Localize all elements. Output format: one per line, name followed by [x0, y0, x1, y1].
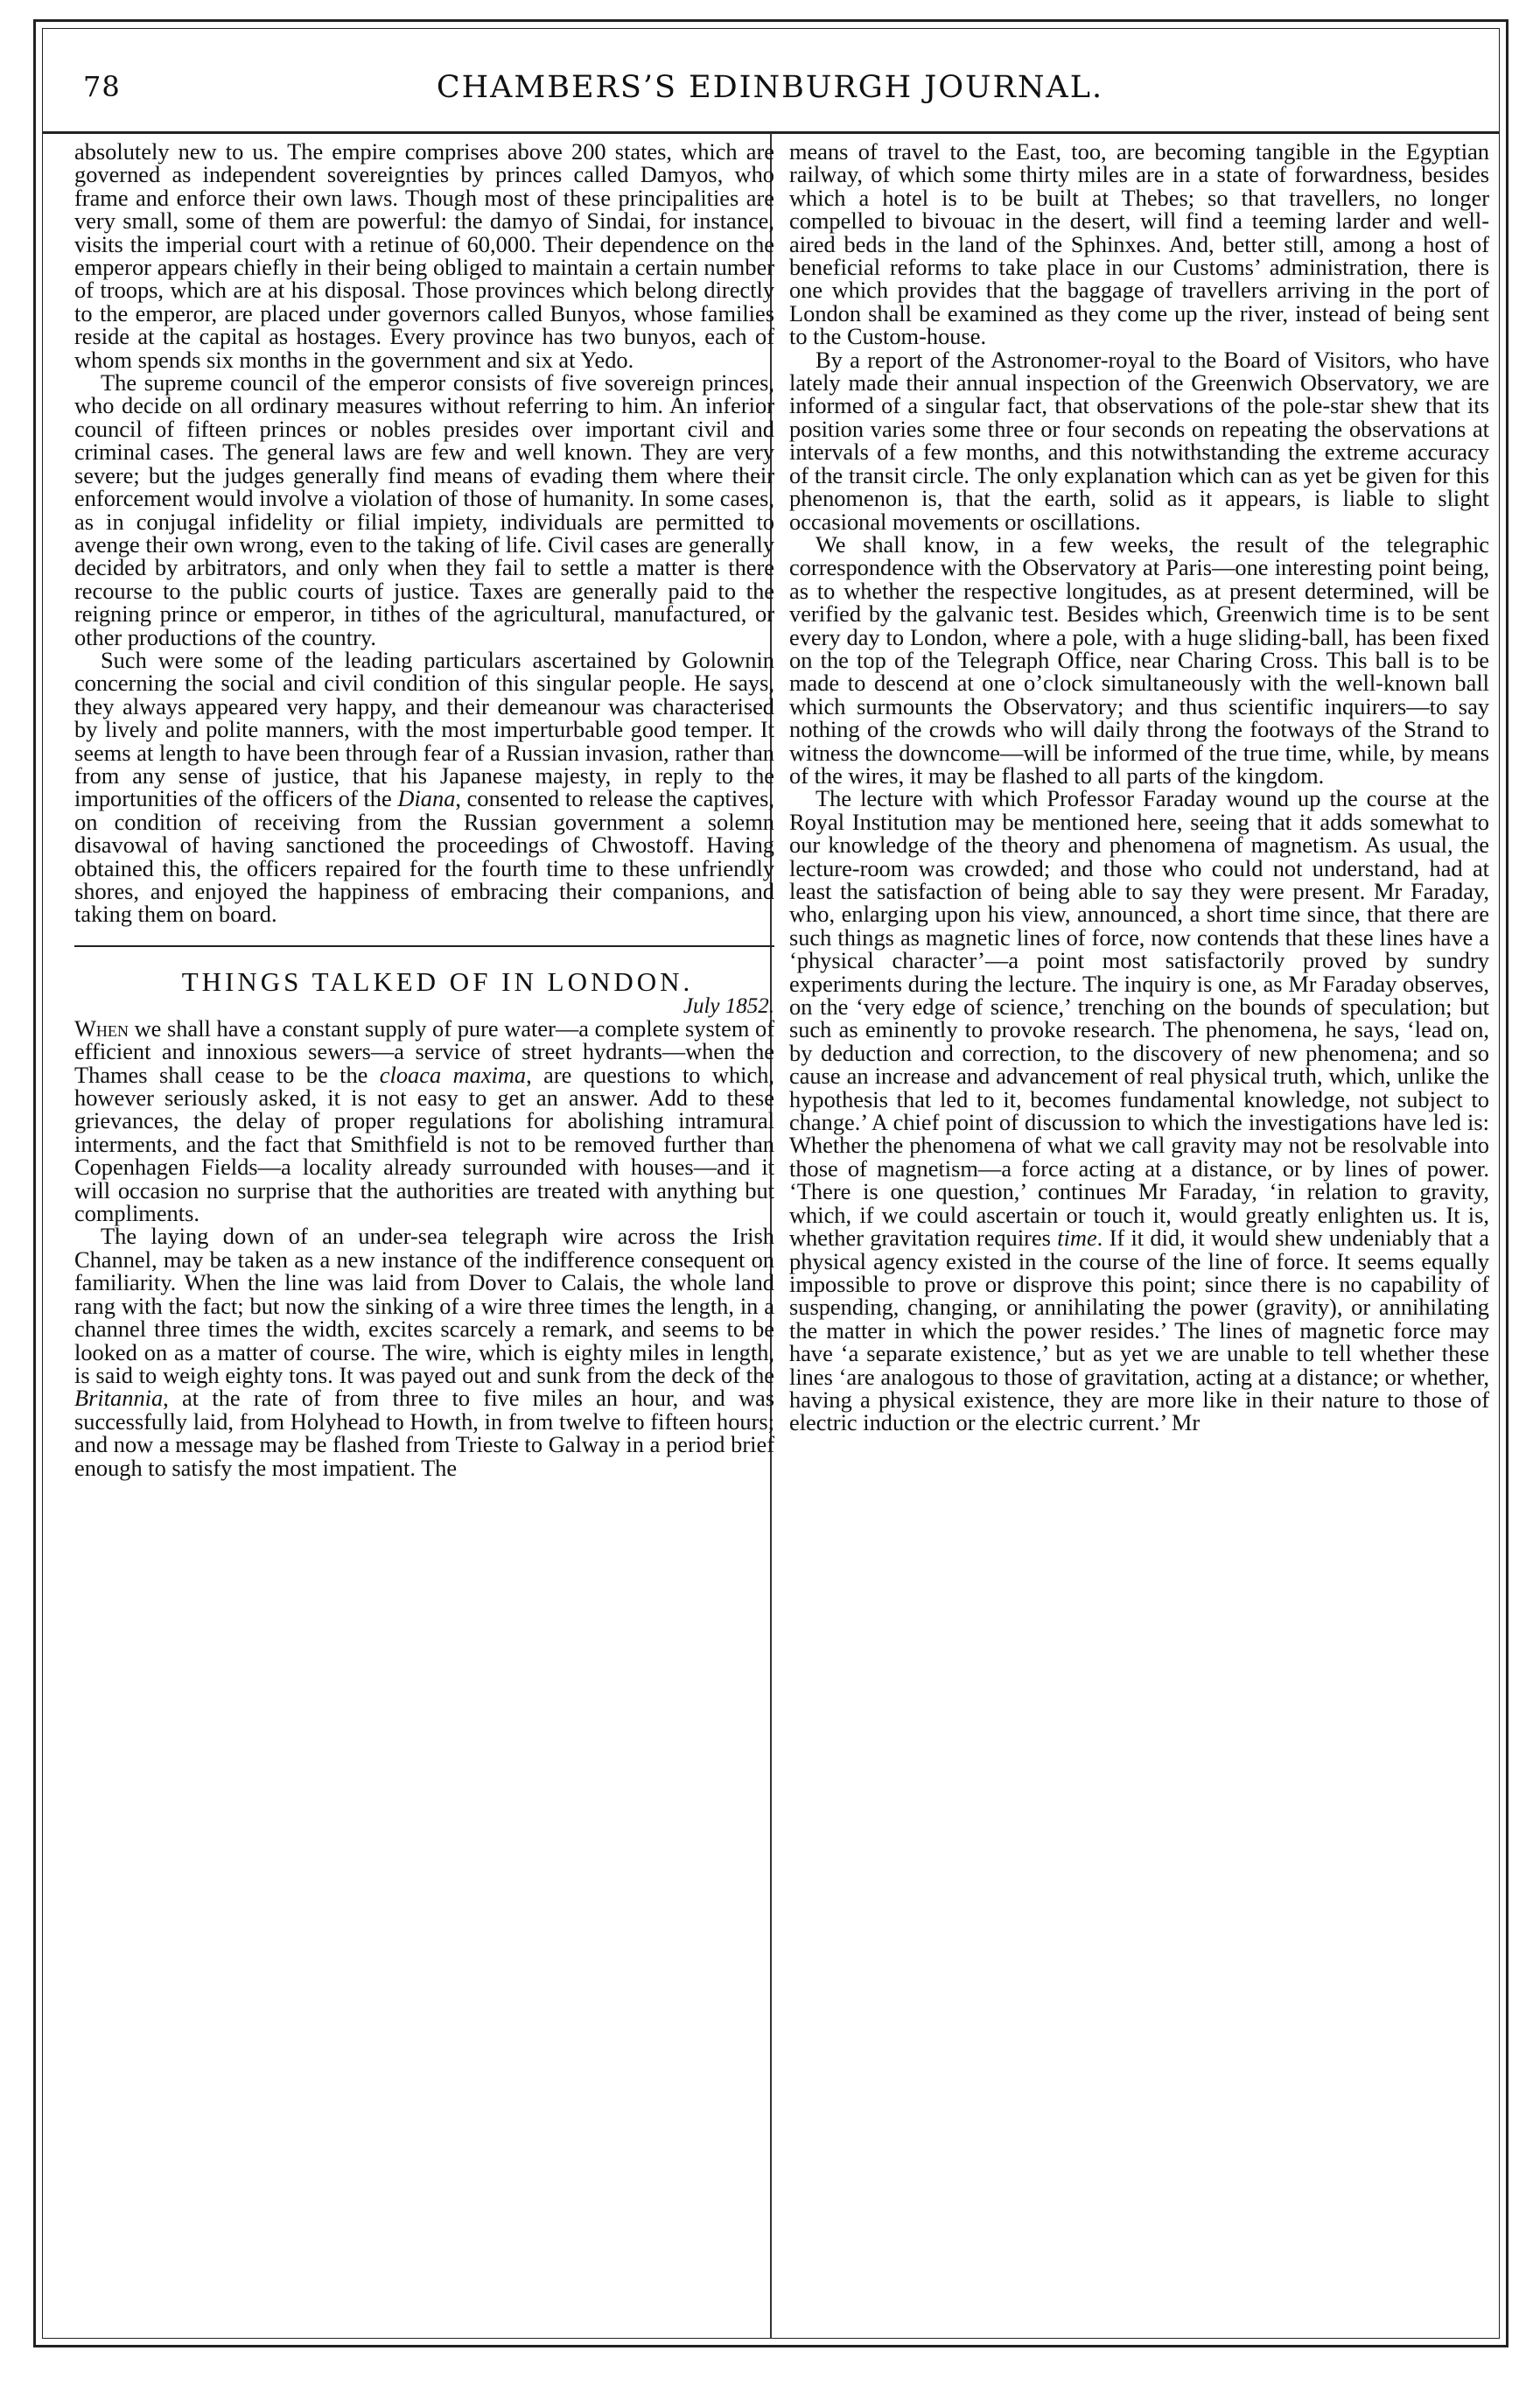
right-column [789, 140, 1489, 1435]
section-title: THINGS TALKED OF IN LONDON. [181, 965, 694, 997]
paragraph [74, 1014, 775, 1227]
italic-phrase: cloaca maxima [379, 1061, 527, 1088]
paragraph: The supreme council of the emperor consists of five sovereign princes, who decide on all ordinary measures without referring to him. An inferior council of fifteen princes or nobles presides over important civil and criminal cases. The general laws are few and well known. They are very severe; but the judges generally find means of evading them where their enforcement would involve a violation of those of humanity. In some cases, as in conjugal infidelity or filial impiety, individuals are permitted to avenge their own wrong, even to the taking of life. Civil cases are generally decided by arbitrators, and only when they fail to settle a matter is there recourse to the public courts of justice. Taxes are generally paid to the reigning prince or emperor, in tithes of the agricultural, manufactured, or other productions of the country. [74, 369, 774, 650]
paragraph: By a report of the Astronomer-royal to the Board of Visitors, who have lately made their annual inspection of the Greenwich Observatory, we are informed of a singular fact, that observations of the pole-star shew that its position varies some three or four seconds on repeating the observations at intervals of a few months, and this notwithstanding the extreme accuracy of the transit circle. The only explanation which can as yet be given for this phenomenon is, that the earth, solid as it appears, is liable to slight occasional movements or oscillations. [789, 346, 1489, 535]
italic-word: time [1057, 1225, 1097, 1252]
paragraph [74, 1223, 774, 1481]
paragraph: absolutely new to us. The empire comprises above 200 states, which are governed as independent sovereignties by princes called Damyos, who frame and enforce their own laws. Though most of these principalities are very small, some of them are powerful: the damyo of Sindai, for instance, visits the imperial court with a retinue of 60,000. Their dependence on the emperor appears chiefly in their being obliged to maintain a certain number of troops, which are at his disposal. Those provinces which belong directly to the emperor, are placed under governors called Bunyos, whose families reside at the capital as hostages. Every province has two bunyos, each of whom spends six months in the government and six at Yedo. [74, 138, 774, 373]
page-number: 78 [83, 70, 121, 103]
section-date: July 1852. [682, 993, 774, 1018]
text-span: The laying down of an under-sea telegraph wire across the Irish Channel, may be taken as a new instance of the indifference consequent on familiarity. When the line was laid from Dover to Calais, the whole land rang with the fact; but now the sinking of a wire three times the length, in a channel three times the width, excites scarcely a remark, and seems to be looked on as a matter of course. The wire, which is eighty miles in length, is said to weigh eighty tons. It was payed out and sunk from the deck of the [74, 1223, 774, 1388]
text-span: . If it did, it would shew undeniably that a physical agency existed in the course of the line of force. It seems equally impossible to prove or disprove this point; since there is no capability of suspending, changing, or annihilating the power (gravity), or annihilating the matter in which the power resides.’ The lines of magnetic force may have ‘a separate existence,’ but as yet we are unable to tell whether these lines ‘are analogous to those of gravitation, acting at a distance; or whether, having a physical existence, they are more like in their nature to those of electric induction or the electric current.’ Mr [789, 1225, 1489, 1436]
text-span: , are questions to which, however seriously asked, it is not easy to get an answer. Add to these grievances, the delay of proper regulations for abolishing intramural interments, and the fact that Smithfield is not to be removed further than Copenhagen Fields—a locality already surrounded with houses—and it will occasion no surprise that the authorities are treated with anything but compliments. [74, 1061, 775, 1227]
text-span: The lecture with which Professor Faraday wound up the course at the Royal Institution may be mentioned here, seeing that it adds somewhat to our knowledge of the theory and phenomena of magnetism. As usual, the lecture-room was crowded; and those who could not understand, had at least the satisfaction of being able to say they were present. Mr Faraday, who, enlarging upon his view, announced, a short time since, that there are such things as magnetic lines of force, now contends that these lines have a ‘physical character’—a point most satisfactorily proved by sundry experiments during the lecture. The inquiry is one, as Mr Faraday observes, on the ‘very edge of science,’ trenching on the bounds of speculation; but such as eminently to provoke research. The phenomena, he says, ‘lead on, by deduction and correction, to the discovery of new phenomena; and so cause an increase and advancement of real physical truth, which, unlike the hypothesis that led to it, becomes fundamental knowledge, not subject to change.’ A chief point of discussion to which the investigations have led is: Whether the phenomena of what we call gravity may not be resolvable into those of magnetism—a force acting at a distance, or by lines of power. ‘There is one question,’ continues Mr Faraday, ‘in relation to gravity, which, if we could ascertain or touch it, would greatly enlighten us. It is, whether gravitation requires [789, 785, 1489, 1252]
paragraph: We shall know, in a few weeks, the result of the telegraphic correspondence with the Observatory at Paris—one interesting point being, as to whether the respective longitudes, as at present determined, will be verified by the galvanic test. Besides which, Greenwich time is to be sent every day to London, where a pole, with a huge sliding-ball, has been fixed on the top of the Telegraph Office, near Charing Cross. This ball is to be made to descend at one o’clock simultaneously with the well-known ball which surmounts the Observatory; and thus scientific inquirers—to say nothing of the crowds who will daily throng the footways of the Strand to witness the downcome—will be informed of the true time, while, by means of the wires, it may be flashed to all parts of the kingdom. [789, 530, 1489, 789]
text-span: Such were some of the leading particulars ascertained by Golownin concerning the social and civil condition of this singular people. He says, they always appeared very happy, and their demeanour was characterised by lively and polite manners, with the most imperturbable good temper. It seems at length to have been through fear of a Russian invasion, rather than from any sense of justice, that his Japanese majesty, in reply to the importunities of the officers of the [74, 646, 774, 812]
paragraph [789, 787, 1489, 1434]
left-column [74, 140, 774, 1479]
section-rule [74, 945, 774, 947]
text-span: we shall have a constant supply of pure water—a complete system of efficient and innoxious sewers—a service of street hydrants—when the Thames shall cease to be the [74, 1014, 774, 1088]
text-span: , consented to release the captives, on condition of receiving from the Russian government a solemn disavowal of having sanctioned the proceedings of Chwostoff. Having obtained this, the officers repaired for the fourth time to these unfriendly shores, and enjoyed the happiness of embracing their companions, and taking them on board. [74, 785, 774, 928]
italic-ship-name: Diana [397, 785, 456, 812]
paragraph [74, 646, 774, 928]
text-span: , at the rate of from three to five miles an hour, and was successfully laid, from Holyhead to Howth, in from twelve to fifteen hours; and now a message may be flashed from Trieste to Galway in a period brief enough to satisfy the most impatient. The [74, 1385, 774, 1481]
running-head: CHAMBERS’S EDINBURGH JOURNAL. [436, 70, 1104, 105]
italic-ship-name: Britannia [74, 1385, 164, 1412]
opening-word: When [74, 1014, 129, 1042]
paragraph: means of travel to the East, too, are becoming tangible in the Egyptian railway, of which some thirty miles are in a state of forwardness, besides which a hotel is to be built at Thebes; so that travellers, no longer compelled to bivouac in the desert, will find a teeming larder and well-aired beds in the land of the Sphinxes. And, better still, among a host of beneficial reforms to take place in our Customs’ administration, there is one which provides that the baggage of travellers arriving in the port of London shall be examined as they come up the river, instead of being sent to the Custom-house. [789, 138, 1489, 350]
